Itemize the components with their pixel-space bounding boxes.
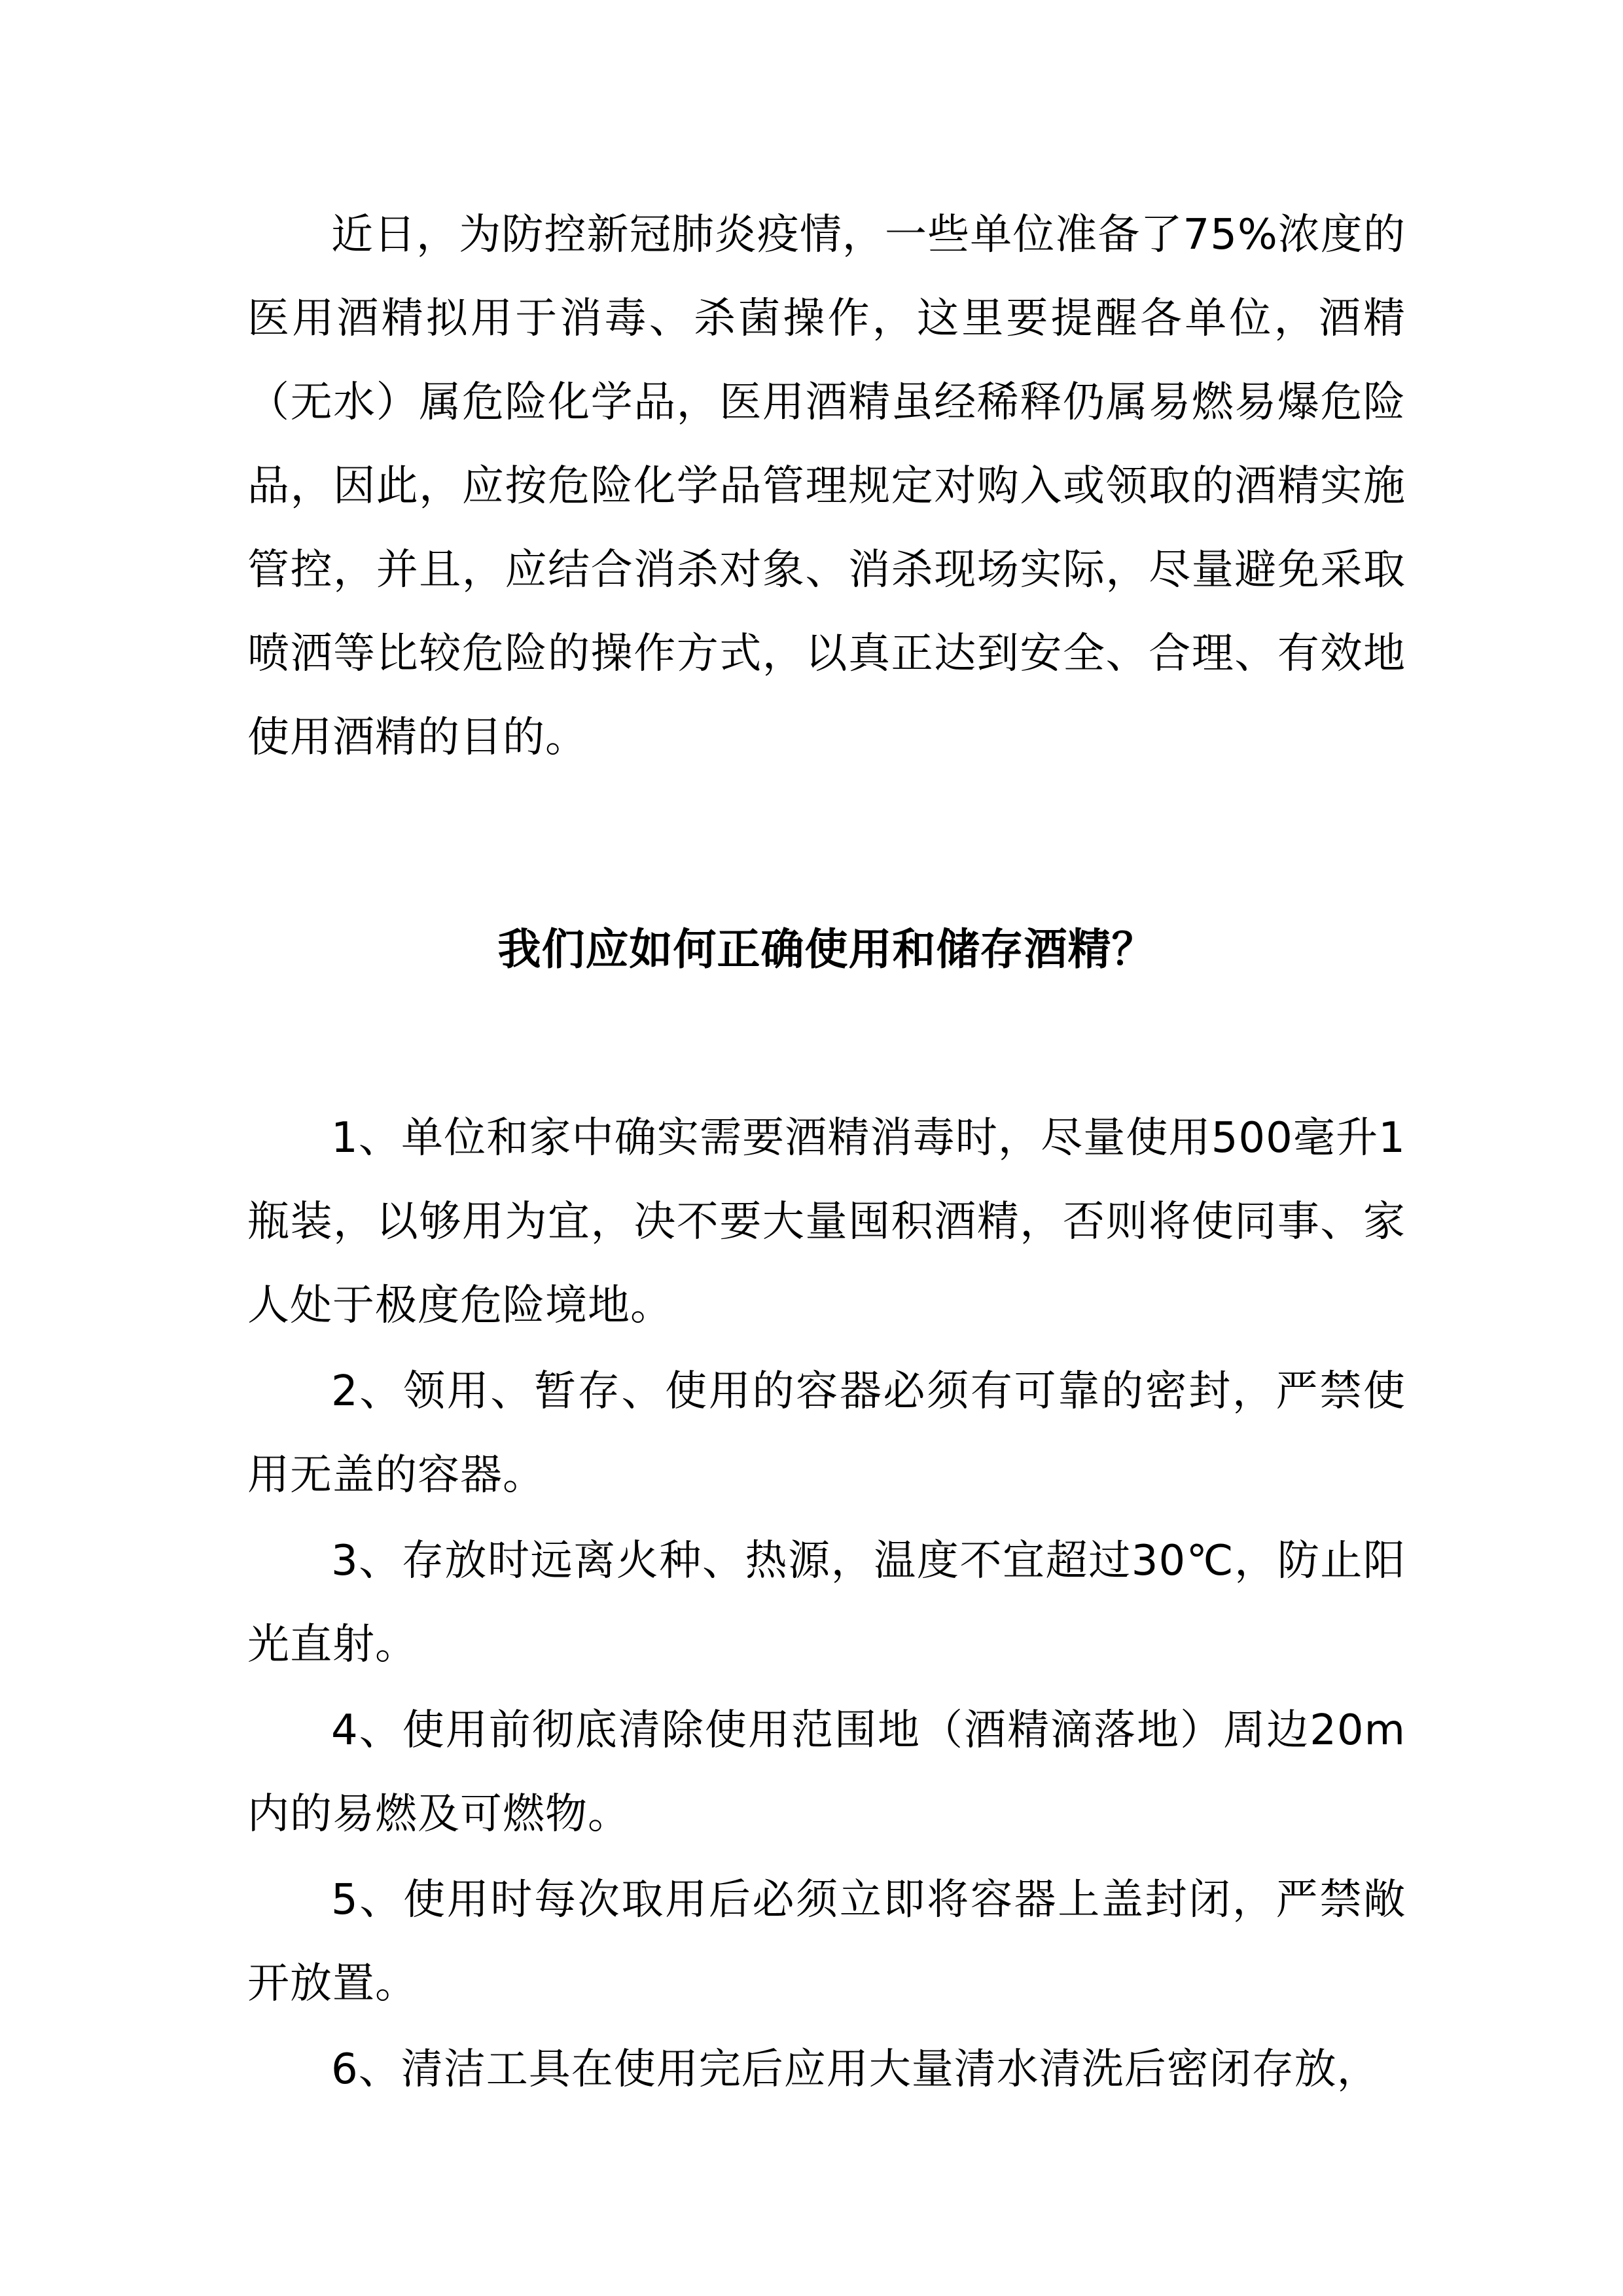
guideline-item-3: 3、存放时远离火种、热源，温度不宜超过30℃，防止阳光直射。 bbox=[247, 1537, 1406, 1669]
intro-paragraph: 近日，为防控新冠肺炎疫情，一些单位准备了75%浓度的医用酒精拟用于消毒、杀菌操作，这里要提醒各单位，酒精（无水）属危险化学品，医用酒精虽经稀释仍属易燃易爆危险品，因此，应按危险化学品管理规定对购入或领取的酒精实施管控，并且，应结合消杀对象、消杀现场实际，尽量避免采取喷洒等比较危险的操作方式，以真正达到安全、合理、有效地使用酒精的目的。 bbox=[247, 211, 1406, 762]
section-heading: 我们应如何正确使用和储存酒精？ bbox=[497, 924, 1156, 975]
guideline-item-5: 5、使用时每次取用后必须立即将容器上盖封闭，严禁敞开放置。 bbox=[247, 1876, 1406, 2008]
guideline-item-6: 6、清洁工具在使用完后应用大量清水清洗后密闭存放， bbox=[331, 2045, 1380, 2094]
guideline-item-4: 4、使用前彻底清除使用范围地（酒精滴落地）周边20m内的易燃及可燃物。 bbox=[247, 1706, 1406, 1839]
guideline-item-1: 1、单位和家中确实需要酒精消毒时，尽量使用500毫升1瓶装，以够用为宜，决不要大量囤积酒精，否则将使同事、家人处于极度危险境地。 bbox=[247, 1114, 1406, 1330]
guideline-item-2: 2、领用、暂存、使用的容器必须有可靠的密封，严禁使用无盖的容器。 bbox=[247, 1367, 1406, 1499]
guideline-list bbox=[247, 1096, 1406, 2111]
document-content bbox=[247, 193, 1406, 2111]
